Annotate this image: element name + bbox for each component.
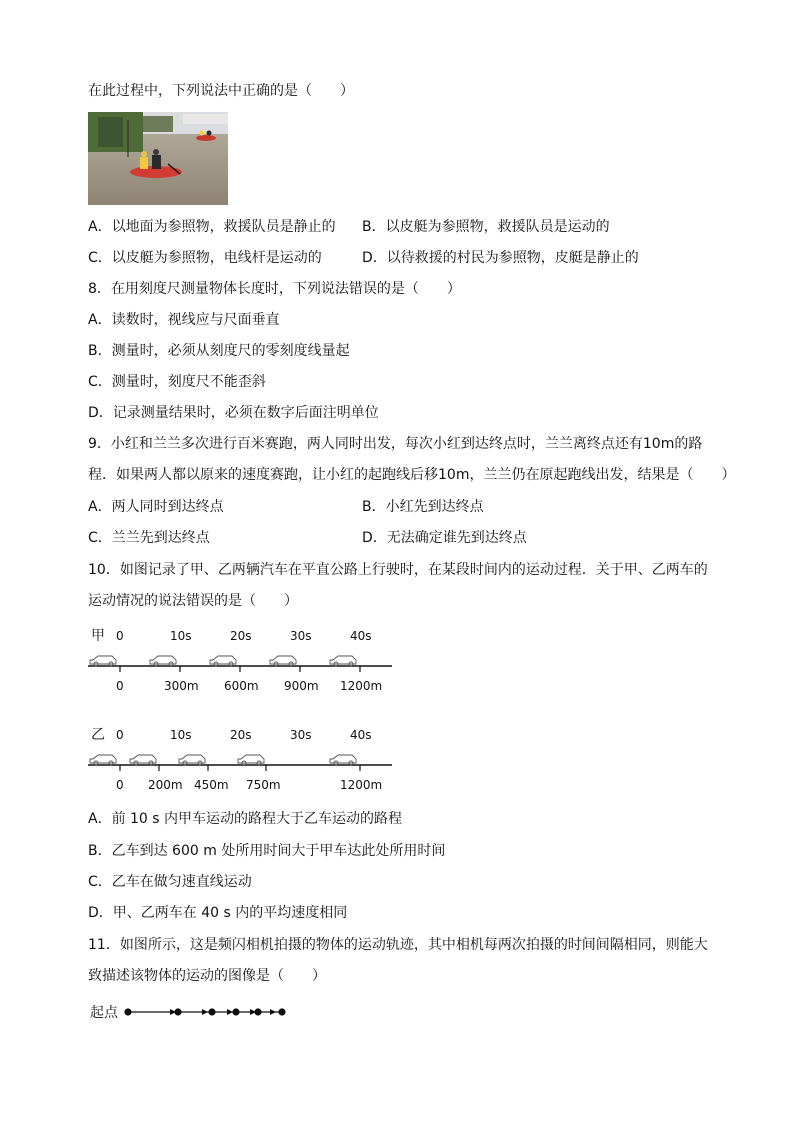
car-b-distance-0: 0 xyxy=(116,778,124,792)
car-icon xyxy=(90,656,116,666)
q8-option-d: D．记录测量结果时，必须在数字后面注明单位 xyxy=(88,405,379,421)
q8-option-c: C．测量时，刻度尺不能歪斜 xyxy=(88,374,266,390)
q9-option-b: B．小红先到达终点 xyxy=(362,499,484,515)
q7-option-a: A．以地面为参照物，救援队员是静止的 xyxy=(88,219,336,235)
car-icon xyxy=(150,656,176,666)
car-b-distance-200m: 200m xyxy=(148,778,183,792)
car-icon xyxy=(90,755,116,765)
strobe-point xyxy=(174,1008,181,1015)
arrow-icon xyxy=(202,1009,208,1015)
q7-option-c: C．以皮艇为参照物，电线杆是运动的 xyxy=(88,250,322,266)
strobe-point xyxy=(232,1008,239,1015)
strobe-point xyxy=(278,1008,285,1015)
q10-option-a: A．前 10 s 内甲车运动的路程大于乙车运动的路程 xyxy=(88,811,403,827)
car-a-distance-1200m: 1200m xyxy=(340,679,383,693)
car-a-time-30s: 30s xyxy=(290,629,312,643)
car-a-distance-900m: 900m xyxy=(284,679,319,693)
car-icon xyxy=(210,656,236,666)
start-point-label: 起点 xyxy=(90,1005,118,1021)
q9-stem-line2: 程．如果两人都以原来的速度赛跑，让小红的起跑线后移10m，兰兰仍在原起跑线出发，结果是（ ） xyxy=(88,467,736,483)
car-b-distance-450m: 450m xyxy=(194,778,229,792)
q10-stem-line1: 10．如图记录了甲、乙两辆汽车在平直公路上行驶时，在某段时间内的运动过程．关于甲、乙两车的 xyxy=(88,562,708,578)
rescue-boat-photo xyxy=(88,112,228,205)
car-icon xyxy=(270,656,296,666)
q10-stem-line2: 运动情况的说法错误的是（ ） xyxy=(88,593,298,609)
strobe-point xyxy=(124,1008,131,1015)
car-b-label: 乙 xyxy=(91,727,105,743)
car-a-time-0: 0 xyxy=(116,629,124,643)
q10-option-d: D．甲、乙两车在 40 s 内的平均速度相同 xyxy=(88,905,348,921)
question-intro: 在此过程中，下列说法中正确的是（ ） xyxy=(88,83,354,99)
car-b-time-40s: 40s xyxy=(350,728,372,742)
q8-stem: 8．在用刻度尺测量物体长度时，下列说法错误的是（ ） xyxy=(88,281,461,297)
car-a-distance-300m: 300m xyxy=(164,679,199,693)
car-a-motion-diagram xyxy=(86,622,406,700)
strobe-point xyxy=(208,1008,215,1015)
q7-option-b: B．以皮艇为参照物，救援队员是运动的 xyxy=(362,219,610,235)
strobe-point xyxy=(254,1008,261,1015)
car-b-time-20s: 20s xyxy=(230,728,252,742)
car-a-label: 甲 xyxy=(91,628,105,644)
q11-stem-line2: 致描述该物体的运动的图像是（ ） xyxy=(88,968,326,984)
arrow-icon xyxy=(227,1009,233,1015)
car-b-motion-diagram xyxy=(86,721,406,799)
q9-option-a: A．两人同时到达终点 xyxy=(88,499,224,515)
q9-option-c: C．兰兰先到达终点 xyxy=(88,530,210,546)
q9-option-d: D．无法确定谁先到达终点 xyxy=(362,530,527,546)
car-a-distance-600m: 600m xyxy=(224,679,259,693)
car-icon xyxy=(130,755,156,765)
car-b-distance-750m: 750m xyxy=(246,778,281,792)
car-b-time-0: 0 xyxy=(116,728,124,742)
car-icon xyxy=(179,755,205,765)
car-b-distance-1200m: 1200m xyxy=(340,778,383,792)
car-a-time-20s: 20s xyxy=(230,629,252,643)
car-b-time-30s: 30s xyxy=(290,728,312,742)
car-icon xyxy=(330,755,356,765)
q7-option-d: D．以待救援的村民为参照物，皮艇是静止的 xyxy=(362,250,639,266)
car-a-distance-0: 0 xyxy=(116,679,124,693)
car-a-time-40s: 40s xyxy=(350,629,372,643)
car-icon xyxy=(238,755,264,765)
q10-option-c: C．乙车在做匀速直线运动 xyxy=(88,874,252,890)
car-b-time-10s: 10s xyxy=(170,728,192,742)
car-icon xyxy=(330,656,356,666)
q8-option-a: A．读数时，视线应与尺面垂直 xyxy=(88,312,280,328)
strobe-trajectory-diagram xyxy=(86,998,306,1026)
q11-stem-line1: 11．如图所示，这是频闪相机拍摄的物体的运动轨迹，其中相机每两次拍摄的时间间隔相同，则能大 xyxy=(88,937,708,953)
q10-option-b: B．乙车到达 600 m 处所用时间大于甲车达此处所用时间 xyxy=(88,843,446,859)
arrow-icon xyxy=(270,1009,276,1015)
car-a-time-10s: 10s xyxy=(170,629,192,643)
q9-stem-line1: 9．小红和兰兰多次进行百米赛跑，两人同时出发，每次小红到达终点时，兰兰离终点还有10m的路 xyxy=(88,436,703,452)
q8-option-b: B．测量时，必须从刻度尺的零刻度线量起 xyxy=(88,343,350,359)
